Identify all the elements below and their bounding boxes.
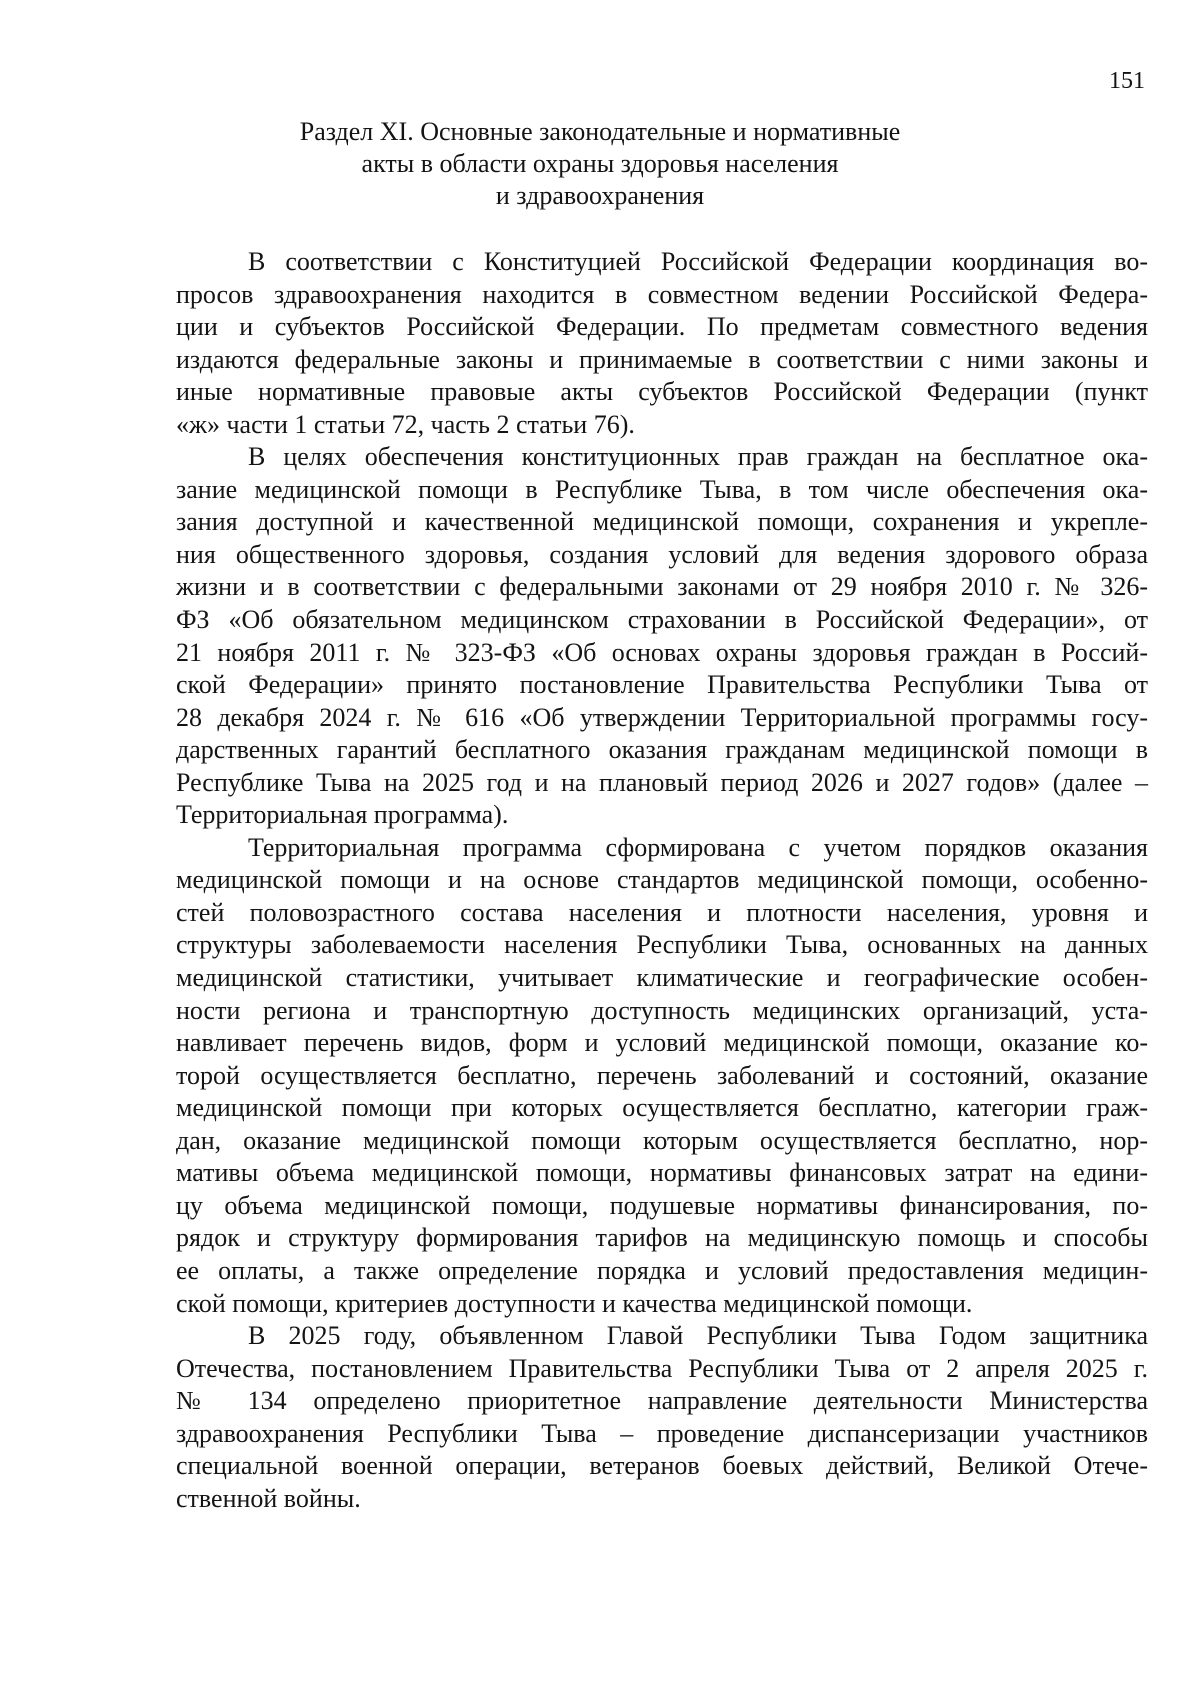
heading-line: акты в области охраны здоровья населения	[361, 149, 839, 178]
text-line: ее оплаты, а также определение порядка и условий предоставления медицин-	[176, 1255, 1148, 1285]
text-line: цу объема медицинской помощи, подушевые нормативы финансирования, по-	[176, 1190, 1148, 1220]
text-line: дарственных гарантий бесплатного оказания гражданам медицинской помощи в	[176, 735, 1148, 765]
text-line: стей половозрастного состава населения и плотности населения, уровня и	[176, 897, 1148, 927]
text-line: В 2025 году, объявленном Главой Республики Тыва Годом защитника	[248, 1321, 1148, 1351]
section-heading	[180, 116, 1020, 212]
text-line: зания доступной и качественной медицинской помощи, сохранения и укрепле-	[176, 507, 1148, 537]
text-line: медицинской помощи при которых осуществляется бесплатно, категории граж-	[176, 1093, 1148, 1123]
text-line: специальной военной операции, ветеранов боевых действий, Великой Отече-	[176, 1451, 1148, 1481]
text-line: «ж» части 1 статьи 72, часть 2 статьи 76).	[176, 409, 635, 439]
text-line: ской помощи, критериев доступности и качества медицинской помощи.	[176, 1288, 973, 1318]
text-line: издаются федеральные законы и принимаемые в соответствии с ними законы и	[176, 344, 1148, 374]
text-line: навливает перечень видов, форм и условий медицинской помощи, оказание ко-	[176, 1028, 1148, 1058]
text-line: иные нормативные правовые акты субъектов Российской Федерации (пункт	[176, 377, 1148, 407]
text-line: 21 ноября 2011 г. № 323-ФЗ «Об основах охраны здоровья граждан в Россий-	[176, 637, 1148, 667]
text-line: ственной войны.	[176, 1483, 361, 1513]
text-line: Территориальная программа).	[176, 800, 509, 830]
text-line: структуры заболеваемости населения Республики Тыва, основанных на данных	[176, 930, 1148, 960]
paragraph	[176, 832, 1148, 1320]
text-line: ФЗ «Об обязательном медицинском страховании в Российской Федерации», от	[176, 605, 1148, 635]
text-line: торой осуществляется бесплатно, перечень заболеваний и состояний, оказание	[176, 1060, 1148, 1090]
text-line: Территориальная программа сформирована с учетом порядков оказания	[248, 832, 1148, 862]
text-line: ции и субъектов Российской Федерации. По предметам совместного ведения	[176, 312, 1148, 342]
text-line: 28 декабря 2024 г. № 616 «Об утверждении Территориальной программы госу-	[176, 702, 1148, 732]
text-line: медицинской статистики, учитывает климатические и географические особен-	[176, 963, 1148, 993]
body-text	[176, 246, 1148, 1515]
text-line: В соответствии с Конституцией Российской Федерации координация во-	[248, 247, 1148, 276]
text-line: рядок и структуру формирования тарифов на медицинскую помощь и способы	[176, 1223, 1148, 1253]
text-line: просов здравоохранения находится в совместном ведении Российской Федера-	[176, 279, 1148, 309]
heading-line: Раздел XI. Основные законодательные и нормативные	[299, 117, 901, 146]
text-line: ности региона и транспортную доступность медицинских организаций, уста-	[176, 995, 1148, 1025]
paragraph	[176, 246, 1148, 441]
text-line: ния общественного здоровья, создания условий для ведения здорового образа	[176, 539, 1148, 569]
text-line: Отечества, постановлением Правительства Республики Тыва от 2 апреля 2025 г.	[176, 1353, 1148, 1383]
text-line: медицинской помощи и на основе стандартов медицинской помощи, особенно-	[176, 865, 1148, 895]
text-line: зание медицинской помощи в Республике Тыва, в том числе обеспечения ока-	[176, 474, 1148, 504]
paragraph	[176, 441, 1148, 832]
paragraph	[176, 1320, 1148, 1515]
text-line: здравоохранения Республики Тыва – проведение диспансеризации участников	[176, 1418, 1148, 1448]
text-line: Республике Тыва на 2025 год и на плановый период 2026 и 2027 годов» (далее –	[176, 767, 1148, 797]
heading-line: и здравоохранения	[495, 181, 705, 210]
text-line: В целях обеспечения конституционных прав граждан на бесплатное ока-	[248, 442, 1148, 472]
text-line: дан, оказание медицинской помощи которым осуществляется бесплатно, нор-	[176, 1125, 1148, 1155]
page-number: 151	[1109, 68, 1145, 94]
text-line: жизни и в соответствии с федеральными законами от 29 ноября 2010 г. № 326-	[176, 572, 1148, 602]
text-line: № 134 определено приоритетное направление деятельности Министерства	[176, 1386, 1148, 1416]
text-line: мативы объема медицинской помощи, нормативы финансовых затрат на едини-	[176, 1158, 1148, 1188]
text-line: ской Федерации» принято постановление Правительства Республики Тыва от	[176, 670, 1148, 700]
